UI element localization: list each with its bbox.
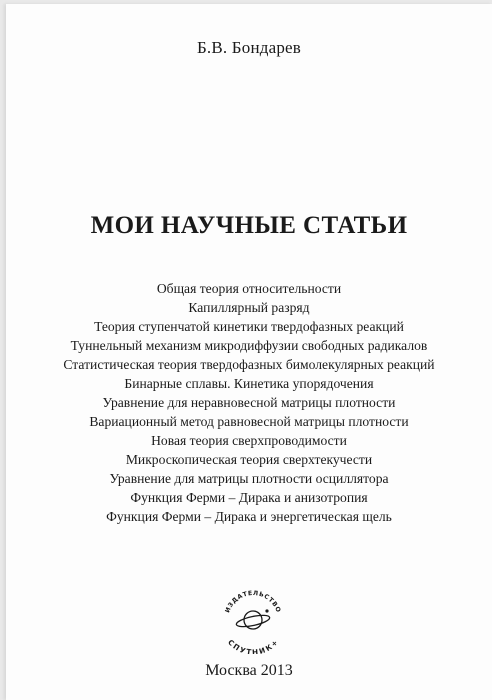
- logo-top-text: ИЗДАТЕЛЬСТВО: [224, 589, 282, 614]
- svg-text:СПУТНИК+: [226, 638, 280, 654]
- book-title: МОИ НАУЧНЫЕ СТАТЬИ: [90, 212, 408, 239]
- publisher-logo: [218, 584, 288, 654]
- imprint: Москва 2013: [205, 662, 293, 679]
- contents-item: Уравнение для неравновесной матрицы плотности: [102, 395, 396, 410]
- contents-item: Функция Ферми – Дирака и анизотропия: [130, 490, 368, 505]
- author-name: Б.В. Бондарев: [196, 38, 302, 57]
- contents-item: Вариационный метод равновесной матрицы плотности: [89, 414, 409, 429]
- contents-item: Теория ступенчатой кинетики твердофазных реакций: [94, 319, 404, 334]
- contents-item: Бинарные сплавы. Кинетика упорядочения: [124, 376, 374, 391]
- contents-item: Статистическая теория твердофазных бимолекулярных реакций: [63, 357, 435, 372]
- logo-bottom-text: СПУТНИК+: [226, 637, 280, 654]
- contents-item: Туннельный механизм микродиффузии свободных радикалов: [70, 338, 428, 353]
- contents-item: Уравнение для матрицы плотности осциллятора: [109, 471, 389, 486]
- contents-item: Микроскопическая теория сверхтекучести: [125, 452, 373, 467]
- title-page: [6, 4, 492, 700]
- contents-item: Новая теория сверхпроводимости: [151, 433, 347, 448]
- contents-item: Капиллярный разряд: [188, 300, 310, 315]
- planet-ring-logo-icon: [218, 584, 288, 654]
- contents-item: Общая теория относительности: [156, 281, 342, 296]
- contents-item: Функция Ферми – Дирака и энергетическая щель: [106, 509, 392, 524]
- svg-text:ИЗДАТЕЛЬСТВО: [224, 590, 282, 614]
- contents-list: [6, 279, 492, 526]
